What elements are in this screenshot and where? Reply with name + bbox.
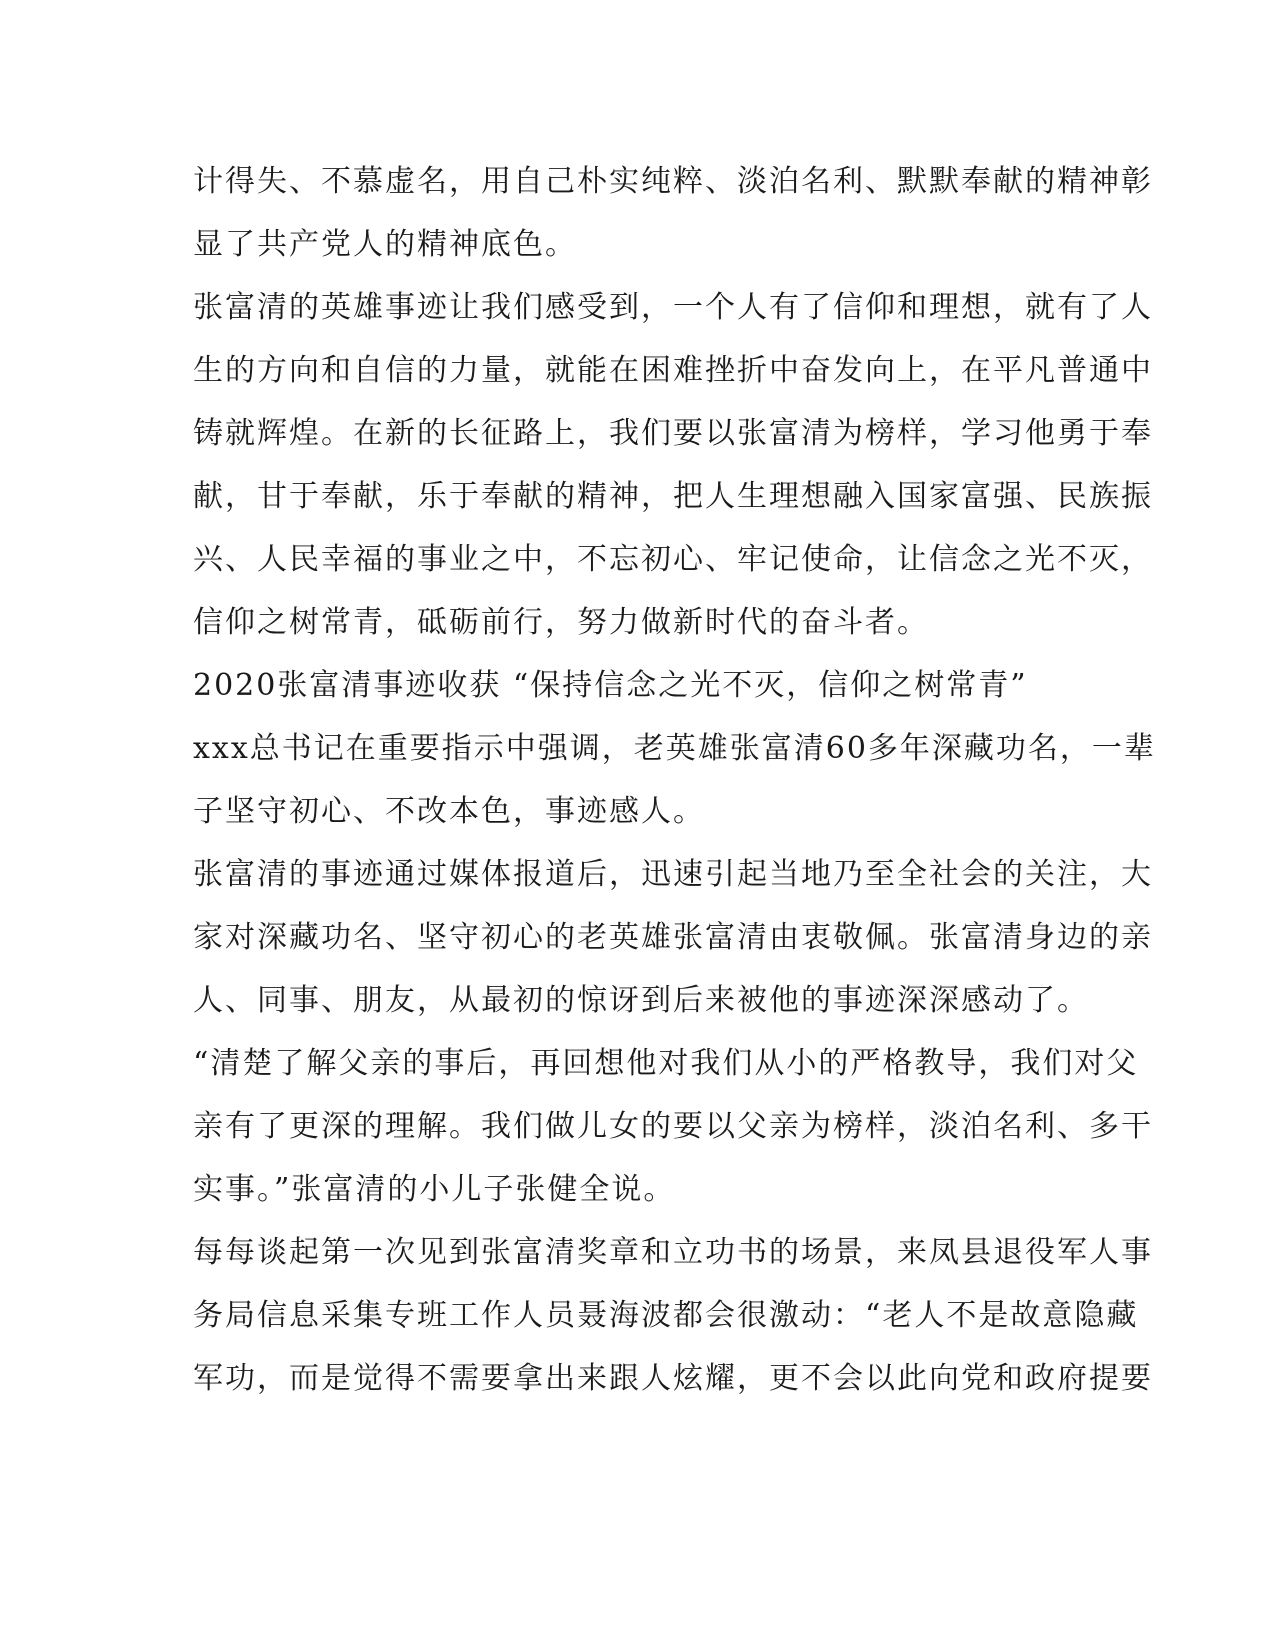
document-body: [193, 150, 1156, 1410]
text-line: 子坚守初心、不改本色，事迹感人。: [193, 794, 705, 829]
text-line: 务局信息采集专班工作人员聂海波都会很激动：“老人不是故意隐藏: [193, 1298, 1139, 1333]
text-line: 献，甘于奉献，乐于奉献的精神，把人生理想融入国家富强、民族振: [193, 479, 1153, 514]
text-line: 计得失、不慕虚名，用自己朴实纯粹、淡泊名利、默默奉献的精神彰: [193, 164, 1153, 199]
section-heading: 2020张富清事迹收获 “保持信念之光不灭，信仰之树常青”: [193, 668, 1028, 703]
text-line: “清楚了解父亲的事后，再回想他对我们从小的严格教导，我们对父: [193, 1046, 1139, 1081]
text-line: 家对深藏功名、坚守初心的老英雄张富清由衷敬佩。张富清身边的亲: [193, 920, 1153, 955]
text-line: xxx总书记在重要指示中强调，老英雄张富清60多年深藏功名，一辈: [193, 731, 1156, 766]
text-line: 张富清的事迹通过媒体报道后，迅速引起当地乃至全社会的关注，大: [193, 857, 1153, 892]
text-line: 生的方向和自信的力量，就能在困难挫折中奋发向上，在平凡普通中: [193, 353, 1153, 388]
text-line: 军功，而是觉得不需要拿出来跟人炫耀，更不会以此向党和政府提要: [193, 1361, 1153, 1396]
text-line: 显了共产党人的精神底色。: [193, 227, 577, 262]
text-line: 张富清的英雄事迹让我们感受到，一个人有了信仰和理想，就有了人: [193, 290, 1153, 325]
text-line: 信仰之树常青，砥砺前行，努力做新时代的奋斗者。: [193, 605, 929, 640]
text-line: 实事。”张富清的小儿子张健全说。: [193, 1172, 676, 1207]
text-line: 铸就辉煌。在新的长征路上，我们要以张富清为榜样，学习他勇于奉: [193, 416, 1153, 451]
text-line: 人、同事、朋友，从最初的惊讶到后来被他的事迹深深感动了。: [193, 983, 1089, 1018]
text-line: 兴、人民幸福的事业之中，不忘初心、牢记使命，让信念之光不灭，: [193, 542, 1153, 577]
text-line: 每每谈起第一次见到张富清奖章和立功书的场景，来凤县退役军人事: [193, 1235, 1153, 1270]
text-line: 亲有了更深的理解。我们做儿女的要以父亲为榜样，淡泊名利、多干: [193, 1109, 1153, 1144]
